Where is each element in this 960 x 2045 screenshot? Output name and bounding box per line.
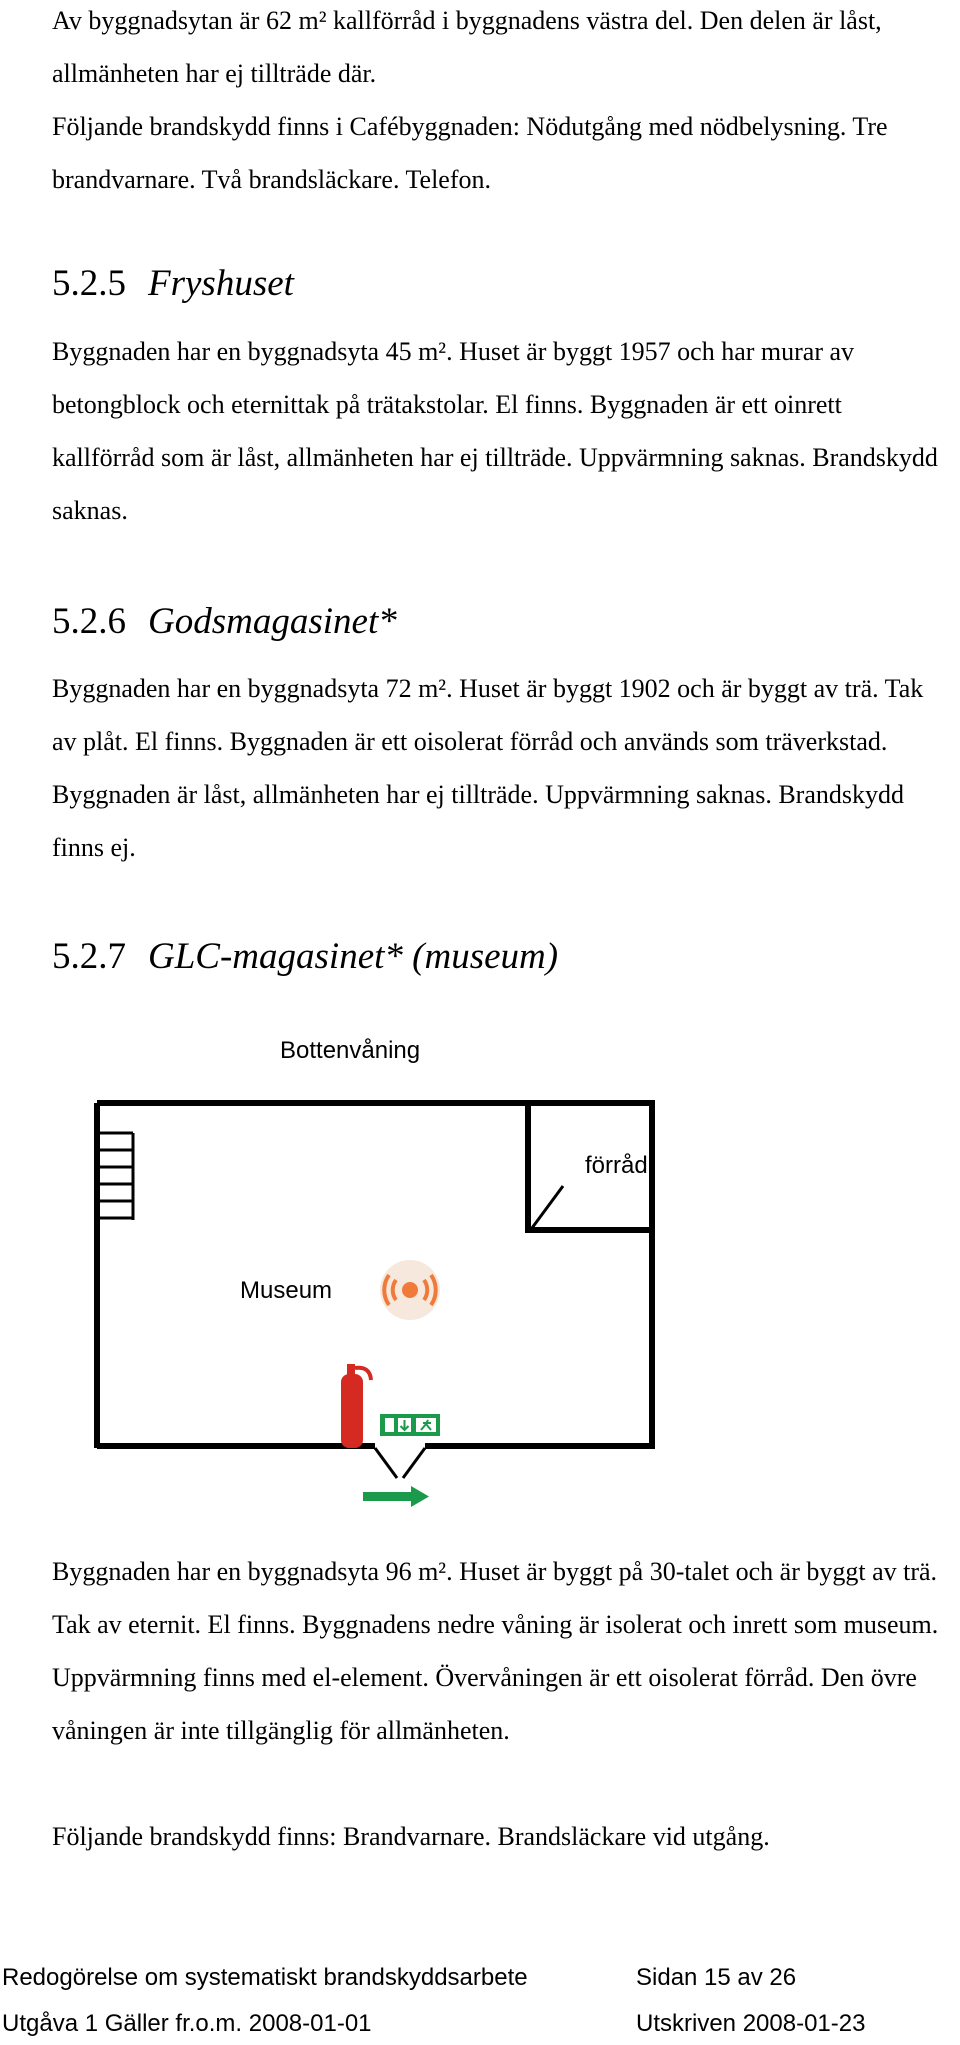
museum-room-label: Museum (240, 1277, 333, 1304)
section-number: 5.2.7 (52, 936, 126, 977)
section-title: Fryshuset (148, 263, 294, 304)
intro-paragraph-2: Följande brandskydd finns i Cafébyggnaden: Nödutgång med nödbelysning. Tre brandvarnare. Två brandsläckare. Telefon. (52, 112, 888, 194)
floor-plan-title: Bottenvåning (280, 1037, 421, 1064)
floor-plan (85, 1028, 665, 1528)
stairs (97, 1133, 133, 1220)
exit-door-right (403, 1448, 425, 1478)
footer-doc-title: Redogörelse om systematiskt brandskyddsarbete (2, 1964, 528, 1991)
section-text-glc-fire-protection: Följande brandskydd finns: Brandvarnare. Brandsläckare vid utgång. (52, 1822, 770, 1851)
footer-printed-date: Utskriven 2008-01-23 (636, 2010, 866, 2037)
section-number: 5.2.6 (52, 601, 126, 642)
section-heading-godsmagasinet (52, 600, 397, 643)
fire-extinguisher-icon (341, 1364, 371, 1448)
exit-door-left (375, 1448, 397, 1478)
smoke-detector-icon (380, 1260, 440, 1320)
section-number: 5.2.5 (52, 263, 126, 304)
intro-paragraph-1: Av byggnadsytan är 62 m² kallförråd i byggnadens västra del. Den delen är låst, allmänheten har ej tillträde där. (52, 6, 882, 88)
storage-door (532, 1186, 563, 1228)
storage-room-label: förråd (585, 1152, 648, 1179)
footer-version: Utgåva 1 Gäller fr.o.m. 2008-01-01 (2, 2010, 372, 2037)
section-text-glc-magasinet: Byggnaden har en byggnadsyta 96 m². Huset är byggt på 30-talet och är byggt av trä. Tak av eternit. El finns. Byggnadens nedre våning är isolerat och inrett som museum. Uppvärmning finns med el-element. Övervåningen är ett oisolerat förråd. Den övre våningen är inte tillgänglig för allmänheten. (52, 1557, 939, 1745)
exit-arrow-icon (363, 1486, 429, 1507)
emergency-exit-sign-icon (380, 1414, 440, 1436)
section-title: GLC-magasinet* (museum) (148, 936, 559, 977)
section-text-fryshuset: Byggnaden har en byggnadsyta 45 m². Huset är byggt 1957 och har murar av betongblock och eternittak på trätakstolar. El finns. Byggnaden är ett oinrett kallförråd som är låst, allmänheten har ej tillträde. Uppvärmning saknas. Brandskydd saknas. (52, 337, 938, 525)
section-text-godsmagasinet: Byggnaden har en byggnadsyta 72 m². Huset är byggt 1902 och är byggt av trä. Tak av plåt. El finns. Byggnaden är ett oisolerat förråd och används som träverkstad. Byggnaden är låst, allmänheten har ej tillträde. Uppvärmning saknas. Brandskydd finns ej. (52, 674, 924, 862)
section-heading-fryshuset (52, 262, 294, 305)
footer-page-number: Sidan 15 av 26 (636, 1964, 797, 1991)
section-title: Godsmagasinet* (148, 601, 397, 642)
section-heading-glc-magasinet (52, 935, 558, 978)
